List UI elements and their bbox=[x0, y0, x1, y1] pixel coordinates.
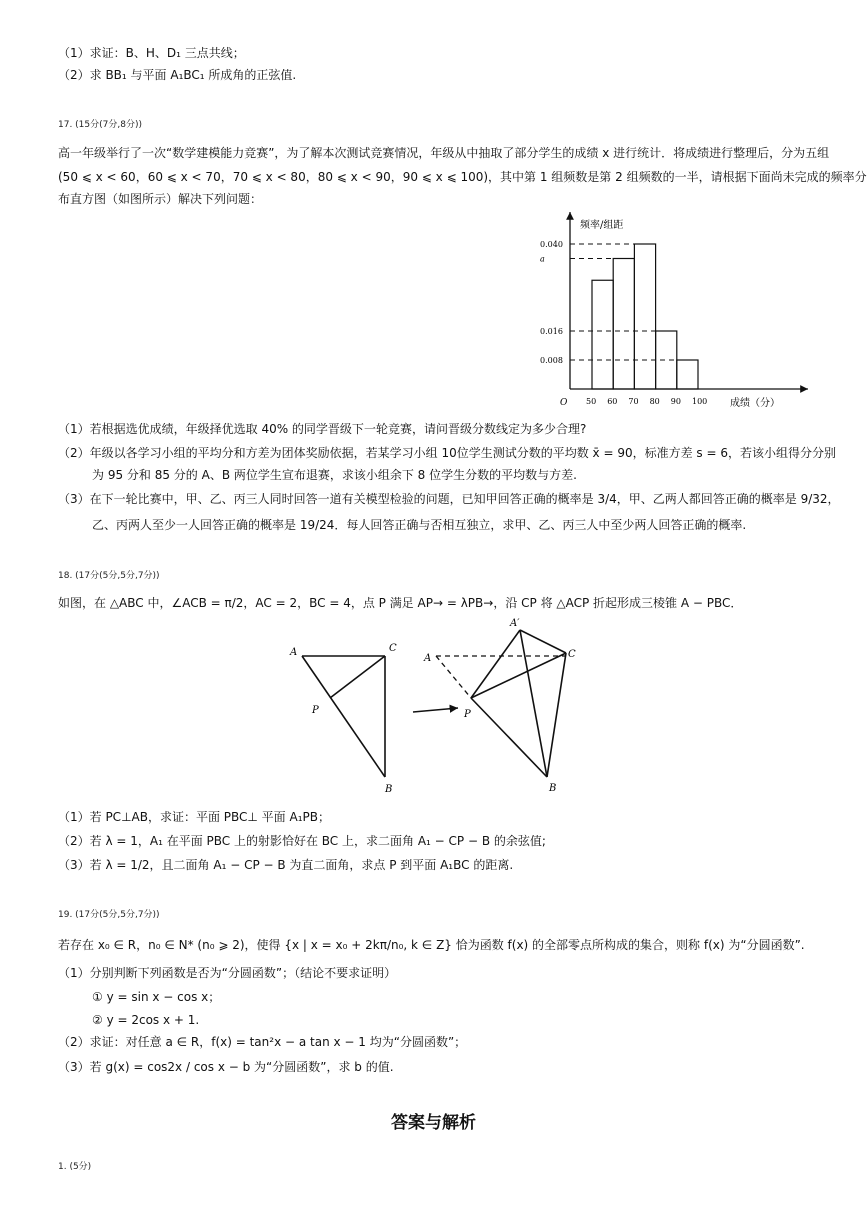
histogram-bar bbox=[656, 331, 677, 389]
q16-part2: （2）求 BB₁ 与平面 A₁BC₁ 所成角的正弦值. bbox=[58, 68, 297, 82]
q17-part3b: 乙、丙两人至少一人回答正确的概率是 19/24．每人回答正确与否相互独立，求甲、乙、丙三人中至少两人回答正确的概率. bbox=[92, 518, 747, 532]
label-C-right: C bbox=[568, 649, 576, 660]
label-A-right: A bbox=[424, 653, 432, 664]
label-B-right: B bbox=[549, 783, 557, 794]
q16-part1: （1）求证：B、H、D₁ 三点共线； bbox=[58, 46, 245, 60]
histogram-bar bbox=[634, 244, 655, 389]
q18-part3: （3）若 λ = 1/2，且二面角 A₁ − CP − B 为直二面角，求点 P 到平面 A₁BC 的距离. bbox=[58, 858, 514, 872]
answers-first-item: 1. (5分) bbox=[58, 1162, 92, 1172]
q17-intro-2: (50 ⩽ x < 60，60 ⩽ x < 70，70 ⩽ x < 80，80 ⩽ x < 90，90 ⩽ x ⩽ 100)，其中第 1 组频数是第 2 组频数的一半，请根据下面尚未完成的频率分 bbox=[58, 170, 867, 184]
y-axis-title: 频率/组距 bbox=[580, 220, 624, 231]
q19-part1a: ① y = sin x − cos x； bbox=[92, 990, 221, 1004]
label-B: B bbox=[385, 784, 393, 795]
q19-intro: 若存在 x₀ ∈ R，n₀ ∈ N* (n₀ ⩾ 2)，使得 {x | x = x₀ + 2kπ/n₀, k ∈ Z} 恰为函数 f(x) 的全部零点所构成的集合，则称 f(x) 为“分圆函数”. bbox=[58, 938, 805, 952]
q17-part2a: （2）年级以各学习小组的平均分和方差为团体奖励依据，若某学习小组 10位学生测试分数的平均数 x̄ = 90，标准方差 s = 6，若该小组得分分别 bbox=[58, 446, 836, 460]
label-P-right: P bbox=[464, 709, 471, 720]
q18-header: 18. (17分(5分,5分,7分)) bbox=[58, 571, 160, 581]
q17-part1: （1）若根据选优成绩，年级择优选取 40% 的同学晋级下一轮竞赛，请问晋级分数线定为多少合理? bbox=[58, 422, 587, 436]
q17-part3a: （3）在下一轮比赛中，甲、乙、丙三人同时回答一道有关模型检验的问题，已知甲回答正确的概率是 3/4，甲、乙两人都回答正确的概率是 9/32， bbox=[58, 492, 840, 506]
origin-label: O bbox=[560, 398, 568, 408]
y-tick-label: 0.016 bbox=[540, 327, 563, 336]
histogram-bar bbox=[677, 360, 698, 389]
answers-title: 答案与解析 bbox=[391, 1113, 476, 1133]
q19-part2: （2）求证：对任意 a ∈ R，f(x) = tan²x − a tan x − 1 均为“分圆函数”； bbox=[58, 1035, 467, 1049]
label-A-prime: A′ bbox=[510, 618, 520, 629]
label-P: P bbox=[312, 705, 319, 716]
q19-part1: （1）分别判断下列函数是否为“分圆函数”；（结论不要求证明） bbox=[58, 966, 397, 980]
histogram-bar bbox=[592, 280, 613, 389]
y-tick-label: a bbox=[540, 254, 545, 264]
q19-part1b: ② y = 2cos x + 1. bbox=[92, 1013, 200, 1027]
q17-intro-3: 布直方图（如图所示）解决下列问题： bbox=[58, 192, 263, 206]
q19-part3: （3）若 g(x) = cos2x / cos x − b 为“分圆函数”，求 b 的值. bbox=[58, 1060, 394, 1074]
q17-header: 17. (15分(7分,8分)) bbox=[58, 120, 142, 130]
x-tick-label: 100 bbox=[692, 397, 708, 406]
q18-part2: （2）若 λ = 1，A₁ 在平面 PBC 上的射影恰好在 BC 上，求二面角 A₁ − CP − B 的余弦值; bbox=[58, 834, 546, 848]
q18-intro: 如图，在 △ABC 中，∠ACB = π/2，AC = 2，BC = 4，点 P 满足 AP→ = λPB→，沿 CP 将 △ACP 折起形成三棱锥 A − PBC． bbox=[58, 596, 743, 610]
q17-intro-1: 高一年级举行了一次“数学建模能力竞赛”，为了解本次测试竞赛情况，年级从中抽取了部分学生的成绩 x 进行统计．将成绩进行整理后，分为五组 bbox=[58, 146, 830, 160]
x-tick-label: 90 bbox=[670, 397, 681, 406]
q19-header: 19. (17分(5分,5分,7分)) bbox=[58, 910, 160, 920]
x-tick-label: 80 bbox=[649, 397, 660, 406]
x-axis-title: 成绩（分） bbox=[730, 398, 780, 409]
q18-part1: （1）若 PC⊥AB，求证：平面 PBC⊥ 平面 A₁PB； bbox=[58, 810, 330, 824]
label-A: A bbox=[290, 647, 298, 658]
x-tick-label: 50 bbox=[586, 397, 597, 406]
x-tick-label: 60 bbox=[607, 397, 618, 406]
y-tick-label: 0.040 bbox=[540, 240, 563, 249]
x-tick-label: 70 bbox=[628, 397, 639, 406]
y-tick-label: 0.008 bbox=[540, 356, 563, 365]
fold-arrow-icon bbox=[413, 708, 458, 712]
q17-part2b: 为 95 分和 85 分的 A、B 两位学生宣布退赛，求该小组余下 8 位学生分数的平均数与方差. bbox=[92, 468, 577, 482]
label-C: C bbox=[389, 643, 397, 654]
histogram-bar bbox=[613, 259, 634, 390]
